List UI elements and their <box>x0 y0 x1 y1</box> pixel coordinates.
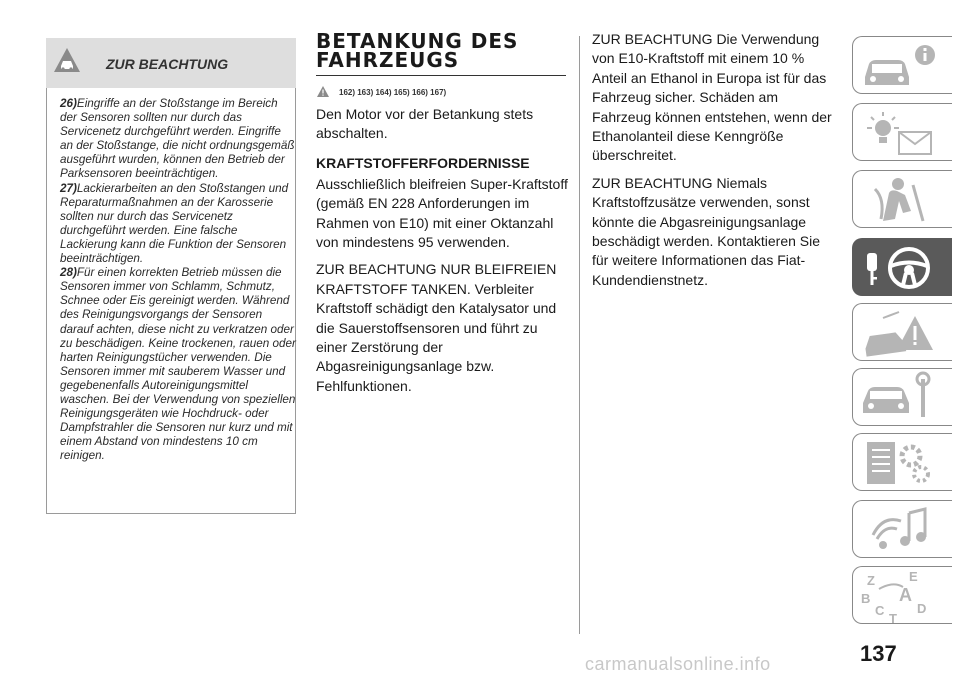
middle-column <box>316 29 568 396</box>
index-letter: E <box>909 569 918 584</box>
seat-safety-icon <box>853 171 953 229</box>
heading-rule <box>316 75 566 76</box>
tab-multimedia[interactable] <box>852 500 952 558</box>
car-emergency-icon <box>853 304 953 362</box>
technical-data-icon <box>853 434 953 492</box>
car-warning-icon <box>52 46 82 76</box>
note-item-26: 26)Eingriffe an der Stoßstange im Bereich der Sensoren sollten nur durch das Servicenetz durchgeführt werden. Eingriffe an der Stoßstange, die nicht ordnungsgemäß ausgeführt wurden, können den Betrieb der Parksensoren beeinträchtigen. <box>60 97 295 181</box>
intro-text: Den Motor vor der Betankung stets abschalten. <box>316 106 534 142</box>
section-heading: BETANKUNG DES FAHRZEUGS <box>316 29 519 72</box>
note-title: ZUR BEACHTUNG <box>106 56 229 72</box>
note-header <box>46 38 296 88</box>
index-letter: B <box>861 591 871 606</box>
index-letter: Z <box>867 573 875 588</box>
index-letter: D <box>917 601 927 616</box>
tab-warning-lights[interactable] <box>852 103 952 161</box>
car-maintenance-icon <box>853 369 953 427</box>
e10-note-text: ZUR BEACHTUNG Die Verwendung von E10-Kraftstoff mit einem 10 % Anteil an Ethanol in Europa ist für das Fahrzeug sicher. Schäden am Fahrzeug können entstehen, wenn der Ethanolanteil diese Kenngröße überschreitet. <box>592 31 832 164</box>
index-icon <box>853 567 953 625</box>
tab-maintenance[interactable] <box>852 368 952 426</box>
tab-index[interactable] <box>852 566 952 624</box>
right-column <box>592 30 840 290</box>
steering-wheel-icon <box>853 239 953 297</box>
index-letter: A <box>899 585 912 605</box>
tab-car-info[interactable] <box>852 36 952 94</box>
note-item-27: 27)Lackierarbeiten an den Stoßstangen und Reparaturmaßnahmen an der Karosserie sollten nur durch das Servicenetz durchgeführt werden. Eine falsche Lackierung kann die Funktion der Sensoren beeinträchtigen. <box>60 181 289 266</box>
index-letter: T <box>889 611 897 625</box>
fuel-requirements-heading: KRAFTSTOFFERFORDERNISSE <box>316 154 530 171</box>
note-item-28: 28)Für einen korrekten Betrieb müssen die Sensoren immer von Schlamm, Schmutz, Schnee oder Eis gereinigt werden. Während des Reinigungsvorgangs der Sensoren darauf achten, diese nicht zu verkratzen oder zu beschädigen. Keine trockenen, rauen oder harten Reinigungstücher verwenden. Die Sensoren immer mit sauberem Wasser und gegebenenfalls Autoreinigungsmittel waschen. Bei der Verwendung von speziellen Reinigungsgeräten wie Hochdruck- oder Dampfstrahler die Sensoren nur kurz und mit einem Abstand von mindestens 10 cm reinigen. <box>60 266 296 463</box>
note-text <box>60 97 296 463</box>
car-info-icon <box>853 37 953 95</box>
column-divider <box>579 36 580 634</box>
warning-references: 162) 163) 164) 165) 166) 167) <box>316 85 568 99</box>
fuel-requirements-text: Ausschließlich bleifreien Super-Kraftstoff (gemäß EN 228 Anforderungen im Rahmen von E10) mit einer Oktanzahl von mindestens 95 verwenden. <box>316 175 568 251</box>
tab-technical-data[interactable] <box>852 433 952 491</box>
unleaded-note-text: ZUR BEACHTUNG NUR BLEIFREIEN KRAFTSTOFF TANKEN. Verbleiter Kraftstoff schädigt den Katalysator und die Sauerstoffsensoren und führt zu einer Zerstörung der Abgasreinigungsanlage bzw. Fehlfunktionen. <box>316 261 557 394</box>
tab-emergency[interactable] <box>852 303 952 361</box>
tab-starting-driving[interactable] <box>852 238 952 296</box>
index-letter: C <box>875 603 885 618</box>
watermark: carmanualsonline.info <box>585 654 771 674</box>
additives-note-text: ZUR BEACHTUNG Niemals Kraftstoffzusätze verwenden, sonst könnte die Abgasreinigungsanlage beschädigt werden. Kontaktieren Sie für weitere Informationen das Fiat-Kundendienstnetz. <box>592 174 821 288</box>
page-number: 137 <box>860 641 897 666</box>
multimedia-icon <box>853 501 953 559</box>
warning-triangle-icon <box>316 85 334 99</box>
warning-lights-icon <box>853 104 953 162</box>
tab-seat-safety[interactable] <box>852 170 952 228</box>
